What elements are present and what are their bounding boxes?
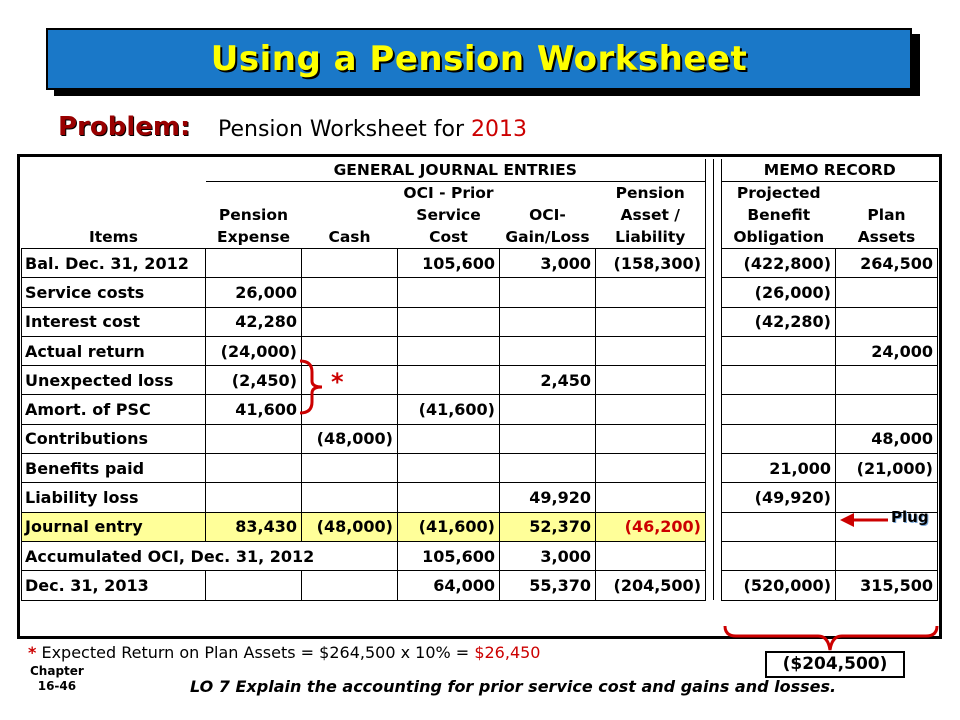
cell-oci-gl: 52,370 [500,512,596,541]
table-row [22,278,938,307]
expected-return-star: * [331,368,344,396]
cell-oci-psc [398,424,500,453]
row-item-label: Dec. 31, 2013 [22,571,206,600]
cell-cash [302,571,398,600]
cell-pbo [722,541,836,570]
cell-pbo [722,395,836,424]
pension-asset-liability-header: Pension Asset / Liability [615,184,686,246]
cell-plan-assets [836,278,938,307]
footnote [28,643,540,662]
cell-pbo: (26,000) [722,278,836,307]
cell-pbo [722,366,836,395]
cell-expense: 26,000 [206,278,302,307]
cell-pbo: (422,800) [722,249,836,278]
cell-oci-gl [500,454,596,483]
cell-oci-psc [398,336,500,365]
cell-plan-assets: 24,000 [836,336,938,365]
table-row [22,483,938,512]
cell-oci-gl [500,336,596,365]
cell-plan-assets [836,307,938,336]
cash-header: Cash [328,228,371,246]
cell-oci-gl: 49,920 [500,483,596,512]
cell-oci-psc: 64,000 [398,571,500,600]
table-row [22,512,938,541]
cell-asset-liab [596,483,706,512]
cell-asset-liab: (158,300) [596,249,706,278]
plug-label: Plug [891,508,929,526]
footnote-text: Expected Return on Plan Assets = $264,500 x 10% = [41,643,470,662]
page-title: Using a Pension Worksheet [210,39,748,79]
row-item-label: Service costs [22,278,206,307]
table-row [22,454,938,483]
journal-entries-heading: GENERAL JOURNAL ENTRIES [206,159,706,182]
cell-plan-assets: 48,000 [836,424,938,453]
row-item-label: Unexpected loss [22,366,206,395]
cell-oci-gl: 3,000 [500,541,596,570]
footnote-amount: $26,450 [474,643,541,662]
cell-expense: (2,450) [206,366,302,395]
worksheet-body [22,249,938,601]
cell-asset-liab [596,454,706,483]
cell-asset-liab [596,336,706,365]
oci-prior-service-header: OCI - Prior Service Cost [403,184,494,246]
cell-oci-psc: 105,600 [398,249,500,278]
table-row [22,307,938,336]
table-row [22,366,938,395]
cell-pbo: (520,000) [722,571,836,600]
cell-asset-liab [596,307,706,336]
problem-text: Pension Worksheet for [218,117,464,142]
cell-oci-psc [398,278,500,307]
cell-expense [206,249,302,278]
row-item-label: Contributions [22,424,206,453]
problem-statement [218,117,527,142]
cell-oci-psc: (41,600) [398,512,500,541]
table-row [22,571,938,600]
cell-expense: 41,600 [206,395,302,424]
cell-cash [302,307,398,336]
section-header-row [22,159,938,182]
cell-expense [206,483,302,512]
cell-pbo [722,424,836,453]
table-row [22,424,938,453]
cell-plan-assets [836,395,938,424]
row-item-label: Benefits paid [22,454,206,483]
row-item-label: Liability loss [22,483,206,512]
pension-expense-header: Pension Expense [217,206,290,246]
row-item-label: Actual return [22,336,206,365]
cell-plan-assets [836,541,938,570]
cell-cash [302,278,398,307]
memo-record-heading: MEMO RECORD [722,159,938,182]
cell-oci-gl [500,307,596,336]
cell-oci-gl [500,278,596,307]
cell-expense: (24,000) [206,336,302,365]
footnote-star: * [28,643,37,662]
cell-plan-assets [836,366,938,395]
table-row [22,541,938,570]
funded-status-box: ($204,500) [765,651,905,678]
cell-expense [206,454,302,483]
cell-oci-psc: (41,600) [398,395,500,424]
cell-expense: 42,280 [206,307,302,336]
cell-oci-psc [398,307,500,336]
cell-oci-gl: 3,000 [500,249,596,278]
plan-assets-header: Plan Assets [857,206,916,246]
chapter-label: Chapter 16-46 [30,664,84,693]
cell-oci-psc [398,366,500,395]
cell-asset-liab [596,395,706,424]
cell-oci-gl [500,424,596,453]
row-item-label: Amort. of PSC [22,395,206,424]
cell-oci-psc: 105,600 [398,541,500,570]
cell-pbo: (42,280) [722,307,836,336]
cell-asset-liab [596,424,706,453]
red-brace [296,358,330,416]
table-row [22,395,938,424]
row-item-label: Interest cost [22,307,206,336]
cell-cash: (48,000) [302,512,398,541]
cell-pbo [722,336,836,365]
row-item-label: Journal entry [22,512,206,541]
cell-asset-liab [596,366,706,395]
cell-plan-assets: 315,500 [836,571,938,600]
table-row [22,336,938,365]
cell-expense: 83,430 [206,512,302,541]
cell-oci-gl [500,395,596,424]
cell-oci-psc [398,454,500,483]
plug-arrow-icon [840,511,890,529]
cell-pbo: (49,920) [722,483,836,512]
cell-oci-gl: 55,370 [500,571,596,600]
cell-cash [302,249,398,278]
pbo-header: Projected Benefit Obligation [733,184,825,246]
cell-expense [206,424,302,453]
problem-year: 2013 [471,117,527,142]
cell-plan-assets: 264,500 [836,249,938,278]
cell-oci-psc [398,483,500,512]
pension-worksheet [21,159,938,601]
problem-label: Problem: [58,112,191,142]
cell-cash [302,454,398,483]
cell-pbo: 21,000 [722,454,836,483]
row-item-label: Bal. Dec. 31, 2012 [22,249,206,278]
cell-asset-liab: (46,200) [596,512,706,541]
cell-asset-liab: (204,500) [596,571,706,600]
oci-gain-loss-header: OCI- Gain/Loss [505,206,590,246]
items-header: Items [88,228,139,246]
learning-objective: LO 7 Explain the accounting for prior service cost and gains and losses. [190,677,837,696]
cell-oci-gl: 2,450 [500,366,596,395]
title-banner [46,28,912,90]
row-item-label: Accumulated OCI, Dec. 31, 2012 [22,541,398,570]
cell-asset-liab [596,278,706,307]
column-header-row [22,182,938,249]
cell-cash [302,483,398,512]
funded-status-brace [722,624,940,654]
cell-cash: (48,000) [302,424,398,453]
cell-pbo [722,512,836,541]
cell-plan-assets: (21,000) [836,454,938,483]
cell-expense [206,571,302,600]
table-row [22,249,938,278]
cell-asset-liab [596,541,706,570]
